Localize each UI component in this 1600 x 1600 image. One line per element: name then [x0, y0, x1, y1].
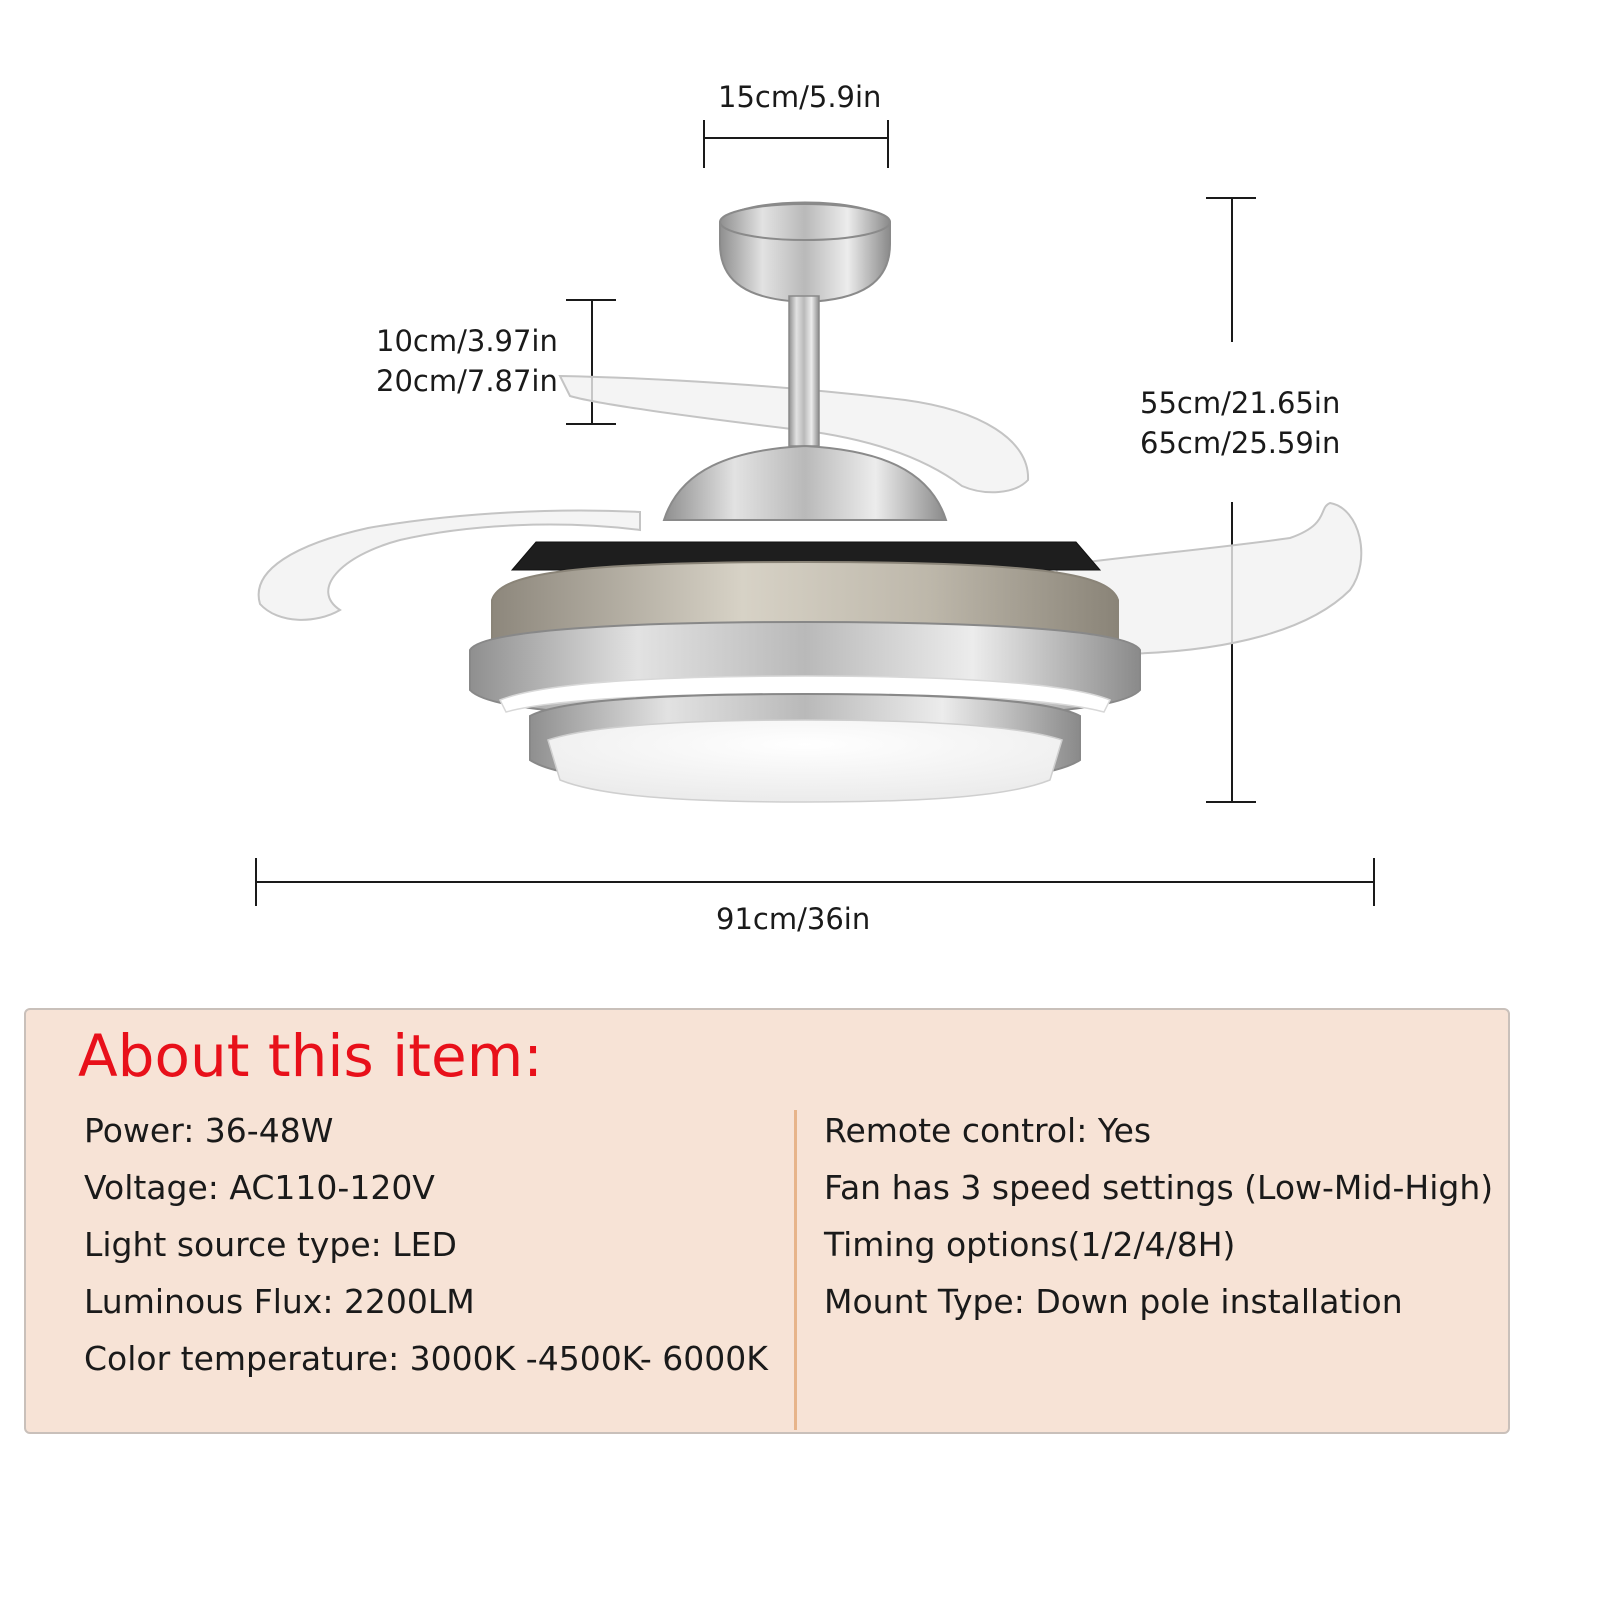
fan-diameter-label: 91cm/36in [716, 902, 871, 936]
spec-luminous-flux: Luminous Flux: 2200LM [84, 1282, 475, 1321]
spec-power: Power: 36-48W [84, 1111, 334, 1150]
downrod-length-short-label: 10cm/3.97in [376, 324, 558, 358]
motor-housing [664, 446, 946, 520]
spec-mount-type: Mount Type: Down pole installation [824, 1282, 1403, 1321]
spec-speed-settings: Fan has 3 speed settings (Low-Mid-High) [824, 1168, 1494, 1207]
spec-list-right [824, 1102, 1493, 1330]
about-this-item-panel [24, 1008, 1510, 1434]
total-height-long-label: 65cm/25.59in [1140, 426, 1341, 460]
light-diffuser [548, 720, 1062, 802]
column-divider [794, 1110, 797, 1430]
total-height-short-label: 55cm/21.65in [1140, 386, 1341, 420]
spec-timing-options: Timing options(1/2/4/8H) [824, 1225, 1236, 1264]
spec-remote-control: Remote control: Yes [824, 1111, 1152, 1150]
spec-color-temperature: Color temperature: 3000K -4500K- 6000K [84, 1339, 768, 1378]
about-title: About this item: [78, 1022, 543, 1090]
spec-voltage: Voltage: AC110-120V [84, 1168, 435, 1207]
downrod [789, 296, 819, 446]
spec-light-source: Light source type: LED [84, 1225, 457, 1264]
downrod-length-long-label: 20cm/7.87in [376, 364, 558, 398]
spec-list-left [84, 1102, 768, 1387]
canopy-width-label: 15cm/5.9in [718, 80, 882, 114]
fan-canopy [720, 203, 890, 303]
